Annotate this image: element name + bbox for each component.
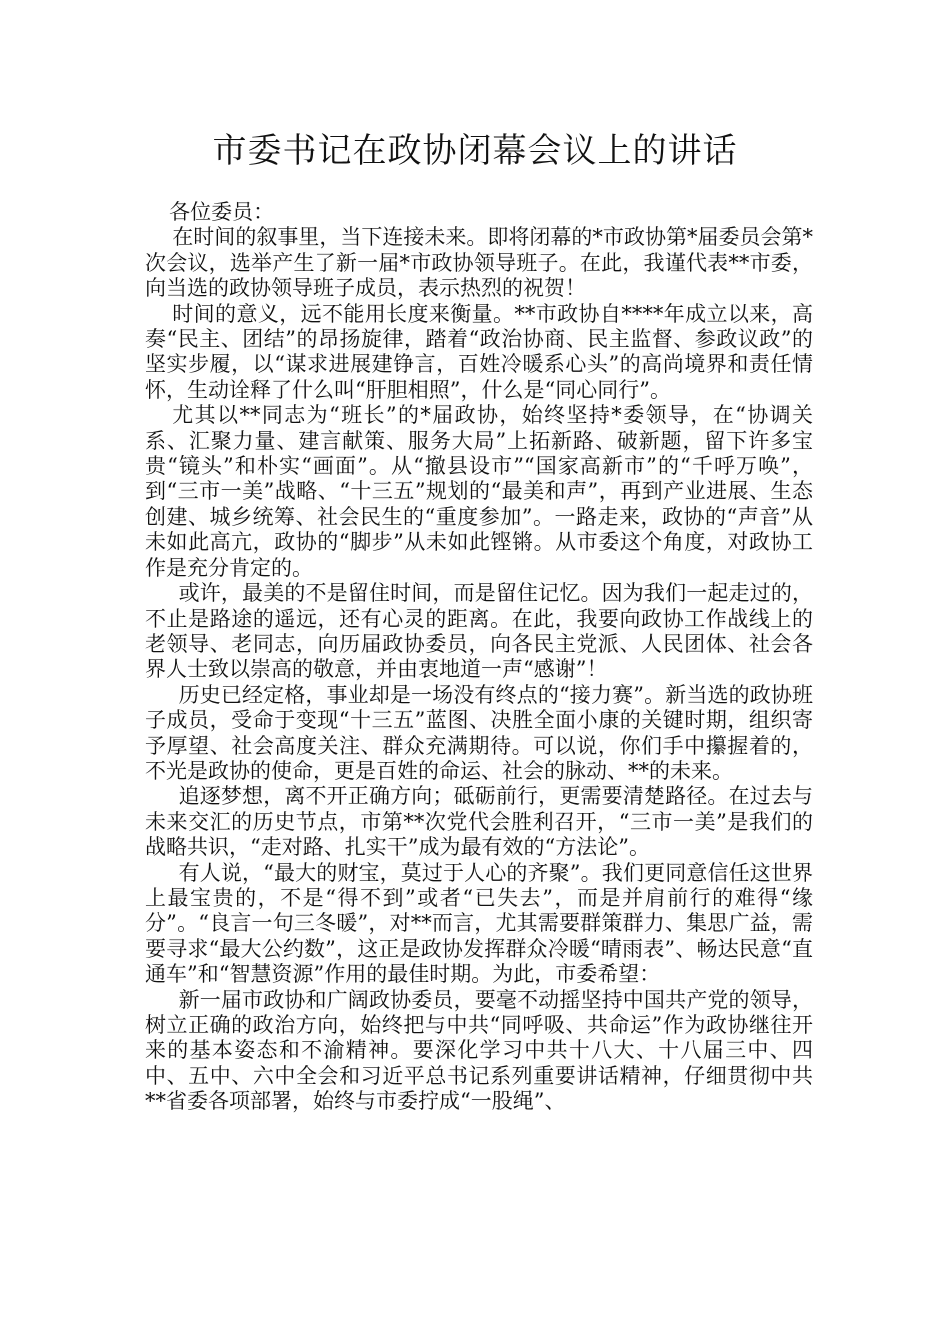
- paragraph: 新一届市政协和广阔政协委员，要毫不动摇坚持中国共产党的领导，树立正确的政治方向，始终把与中共“同呼吸、共命运”作为政协继往开来的基本姿态和不渝精神。要深化学习中共十八大、十八届三中、四中、五中、六中全会和习近平总书记系列重要讲话精神，仔细贯彻中共**省委各项部署，始终与市委拧成“一股绳”、: [145, 987, 813, 1114]
- document-title: 市委书记在政协闭幕会议上的讲话: [212, 131, 738, 171]
- paragraph: 在时间的叙事里，当下连接未来。即将闭幕的*市政协第*届委员会第*次会议，选举产生了新一届*市政协领导班子。在此，我谨代表**市委，向当选的政协领导班子成员，表示热烈的祝贺！: [145, 225, 813, 301]
- paragraph: 有人说，“最大的财宝，莫过于人心的齐聚”。我们更同意信任这世界上最宝贵的，不是“得不到”或者“已失去”，而是并肩前行的难得“缘分”。“良言一句三冬暖”，对**而言，尤其需要群策群力、集思广益，需要寻求“最大公约数”，这正是政协发挥群众冷暖“晴雨表”、畅达民意“直通车”和“智慧资源”作用的最佳时期。为此，市委希望：: [145, 860, 813, 987]
- document-body: [145, 200, 813, 1115]
- salutation: 各位委员：: [169, 200, 275, 224]
- paragraph: 历史已经定格，事业却是一场没有终点的“接力赛”。新当选的政协班子成员，受命于变现“十三五”蓝图、决胜全面小康的关键时期，组织寄予厚望、社会高度关注、群众充满期待。可以说，你们手中攥握着的，不光是政协的使命，更是百姓的命运、社会的脉动、**的未来。: [145, 682, 813, 783]
- paragraph: 或许，最美的不是留住时间，而是留住记忆。因为我们一起走过的，不止是路途的遥远，还有心灵的距离。在此，我要向政协工作战线上的老领导、老同志，向历届政协委员，向各民主党派、人民团体、社会各界人士致以崇高的敬意，并由衷地道一声“感谢”！: [145, 581, 813, 682]
- paragraph: 追逐梦想，离不开正确方向；砥砺前行，更需要清楚路径。在过去与未来交汇的历史节点，市第**次党代会胜利召开，“三市一美”是我们的战略共识，“走对路、扎实干”成为最有效的“方法论”。: [145, 784, 813, 860]
- paragraph: 尤其以**同志为“班长”的*届政协，始终坚持*委领导，在“协调关系、汇聚力量、建言献策、服务大局”上拓新路、破新题，留下许多宝贵“镜头”和朴实“画面”。从“撤县设市”“国家高新市”的“千呼万唤”，到“三市一美”战略、“十三五”规划的“最美和声”，再到产业进展、生态创建、城乡统筹、社会民生的“重度参加”。一路走来，政协的“声音”从未如此高亢，政协的“脚步”从未如此铿锵。从市委这个角度，对政协工作是充分肯定的。: [145, 403, 813, 580]
- paragraph: 时间的意义，远不能用长度来衡量。**市政协自****年成立以来，高奏“民主、团结”的昂扬旋律，踏着“政治协商、民主监督、参政议政”的坚实步履，以“谋求进展建铮言，百姓冷暖系心头”的高尚境界和责任情怀，生动诠释了什么叫“肝胆相照”，什么是“同心同行”。: [145, 301, 813, 402]
